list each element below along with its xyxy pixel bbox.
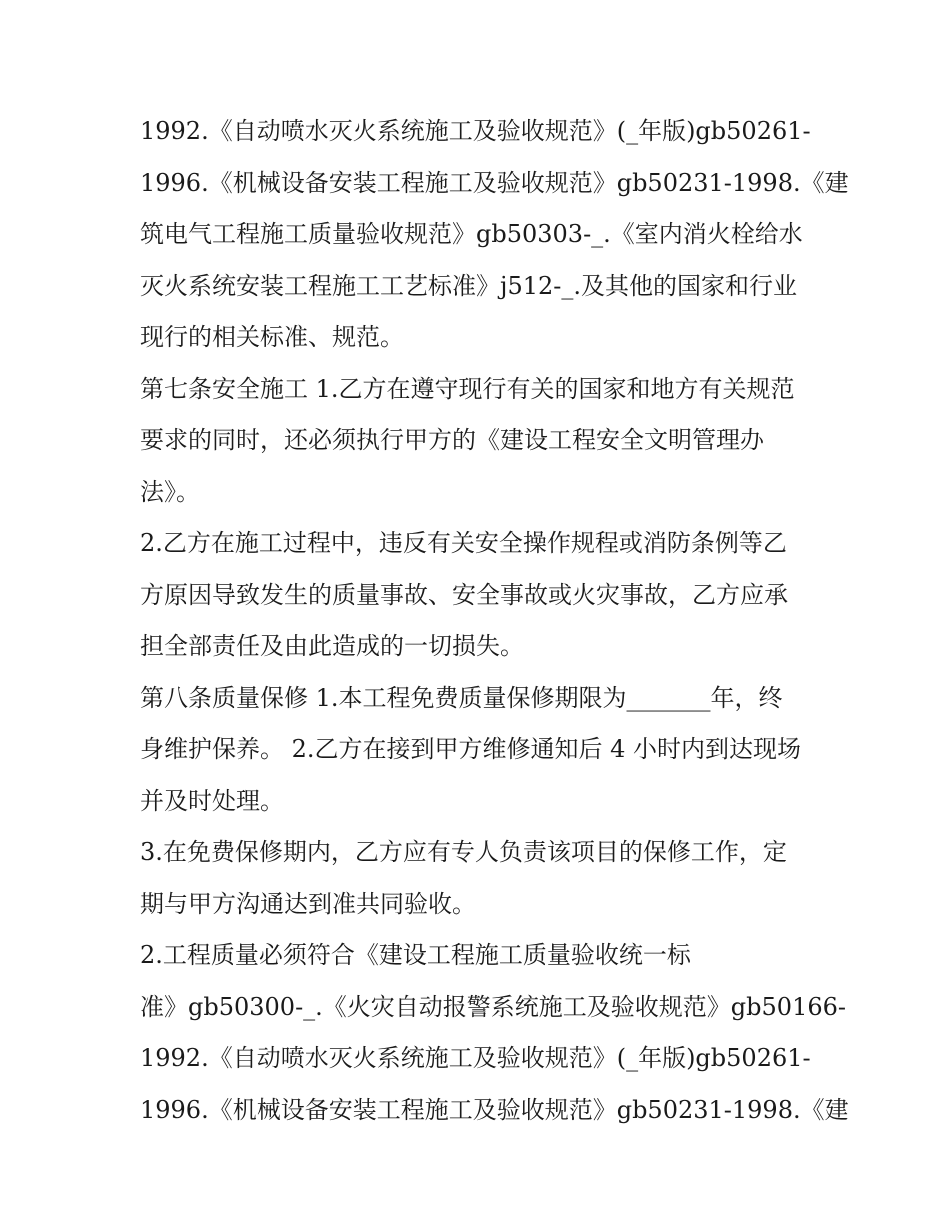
text-line: 期与甲方沟通达到准共同验收。 — [140, 889, 476, 918]
text-line: 法》。 — [140, 477, 200, 506]
document-body — [140, 106, 849, 1136]
text-line: 2.工程质量必须符合《建设工程施工质量验收统一标 — [140, 941, 691, 969]
text-line: 现行的相关标准、规范。 — [140, 323, 404, 351]
text-line: 并及时处理。 — [140, 786, 284, 815]
text-line: 第八条质量保修 1.本工程免费质量保修期限为_______年，终 — [140, 683, 783, 712]
text-line: 要求的同时，还必须执行甲方的《建设工程安全文明管理办 — [140, 426, 764, 454]
text-line: 灭火系统安装工程施工工艺标准》j512-_.及其他的国家和行业 — [140, 271, 797, 300]
text-line: 准》gb50300-_.《火灾自动报警系统施工及验收规范》gb50166- — [140, 992, 846, 1021]
text-line: 1992.《自动喷水灭火系统施工及验收规范》(_年版)gb50261- — [140, 1044, 811, 1072]
text-line: 3.在免费保修期内，乙方应有专人负责该项目的保修工作，定 — [140, 838, 787, 866]
text-line: 身维护保养。 2.乙方在接到甲方维修通知后 4 小时内到达现场 — [140, 735, 802, 763]
text-line: 方原因导致发生的质量事故、安全事故或火灾事故，乙方应承 — [140, 580, 788, 609]
text-line: 1996.《机械设备安装工程施工及验收规范》gb50231-1998.《建 — [140, 168, 849, 197]
text-line: 担全部责任及由此造成的一切损失。 — [140, 632, 524, 660]
text-line: 2.乙方在施工过程中，违反有关安全操作规程或消防条例等乙 — [140, 529, 787, 557]
text-line: 第七条安全施工 1.乙方在遵守现行有关的国家和地方有关规范 — [140, 374, 795, 403]
text-line: 1996.《机械设备安装工程施工及验收规范》gb50231-1998.《建 — [140, 1095, 849, 1124]
text-line: 1992.《自动喷水灭火系统施工及验收规范》(_年版)gb50261- — [140, 117, 811, 145]
text-line: 筑电气工程施工质量验收规范》gb50303-_.《室内消火栓给水 — [140, 220, 803, 248]
